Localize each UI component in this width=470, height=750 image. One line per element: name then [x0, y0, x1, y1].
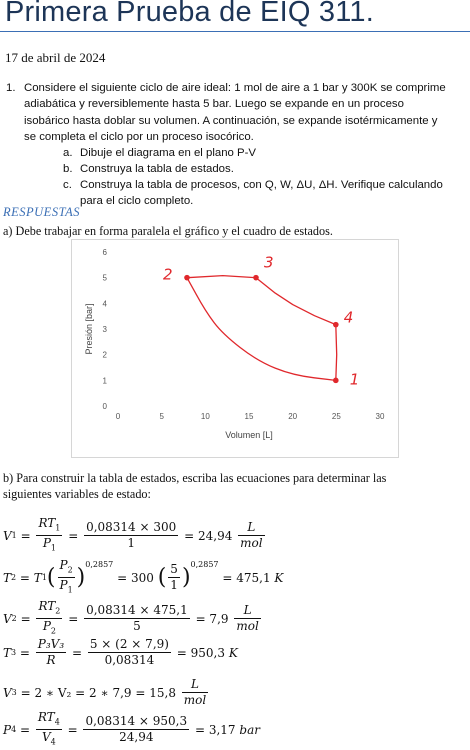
part-b-line: b) Para construir la tabla de estados, escriba las ecuaciones para determinar las: [3, 471, 387, 485]
state-point-1: [333, 378, 339, 384]
x-tick-label: 20: [288, 412, 298, 421]
equation-v2: V 2 = $\frac{RT_2}{P_2}$ = $\frac{0,08314 \times 475,1}{5}$ = 7,9 $\frac{L}{\text{mol}}$: [3, 599, 259, 636]
isochoric-line: [336, 325, 337, 381]
isobaric-line: [187, 276, 256, 278]
y-tick-label: 6: [102, 248, 107, 257]
question-line: Considere el siguiente ciclo de aire ideal: 1 mol de aire a 1 bar y 300K se comprime: [24, 82, 446, 94]
question-text: [24, 80, 464, 145]
question-item-b: b. Construya la tabla de estados.: [63, 163, 234, 175]
question-item-a: a. Dibuje el diagrama en el plano P-V: [63, 147, 257, 159]
adiabatic-line: [187, 278, 336, 381]
state-label-2: 2: [162, 265, 173, 284]
x-tick-label: 30: [375, 412, 385, 421]
y-tick-label: 0: [102, 402, 107, 411]
isothermal-line: [256, 278, 336, 325]
y-tick-label: 1: [102, 376, 107, 386]
state-label-3: 3: [263, 253, 274, 272]
question-line: adiabática y reversiblemente hasta 5 bar. Luego se expande en un proceso: [24, 98, 404, 111]
equation-t3: T 3 = $\frac{\text{P₃V₃}}{R}$ = $\frac{5 \times (2 \times 7,9)}{0,08314}$ = 950,3 K: [3, 637, 238, 667]
exam-date: 17 de abril de 2024: [5, 50, 106, 65]
part-b-text: [3, 470, 463, 502]
part-b-line: siguientes variables de estado:: [3, 487, 151, 501]
x-tick-label: 10: [200, 412, 210, 421]
y-axis-label: Presión [bar]: [84, 303, 94, 355]
y-tick-label: 5: [102, 273, 107, 283]
x-tick-label: 5: [159, 412, 164, 421]
question-1: [6, 80, 466, 146]
question-line: isobárico hasta doblar su volumen. A continuación, se expande isotérmicamente y: [24, 114, 438, 127]
equation-p4: P 4 = $\frac{RT_4}{V_4}$ = $\frac{0,08314 \times 950,3}{24,94}$ = 3,17 bar: [3, 710, 260, 747]
state-label-1: 1: [349, 370, 360, 389]
state-point-2: [184, 275, 190, 281]
x-tick-label: 25: [331, 412, 341, 421]
state-label-4: 4: [343, 308, 354, 327]
y-tick-label: 3: [102, 325, 107, 334]
x-tick-label: 15: [244, 412, 254, 421]
equation-v1: V 1 = $\frac{RT_1}{P_1}$ = $\frac{0,08314 \times 300}{1}$ = 24,94 $\frac{L}{\text{mol}}$: [3, 516, 263, 553]
question-number: 1.: [6, 82, 16, 94]
pv-chart: [71, 239, 399, 458]
equation-t2: T 2 = T 1 ( $\frac{P_2}{P_1}$ ) $^{0,2857}$ = 300 ( $\frac{5}{1}$ ) $^{0,2857}$ = 475,1 K: [3, 558, 284, 595]
pv-chart-svg: [72, 240, 398, 457]
x-tick-label: 0: [115, 412, 121, 421]
y-tick-label: 2: [102, 350, 107, 360]
equation-v3: V 3 = 2 ∗ V₂ = 2 ∗ 7,9 = 15,8 $\frac{L}{\text{mol}}$: [3, 677, 207, 707]
question-line: se completa el ciclo por un proceso isocórico.: [24, 130, 254, 143]
question-item-c: c. Construya la tabla de procesos, con Q, W, ΔU, ΔH. Verifique calculando: [63, 179, 443, 191]
state-point-3: [253, 275, 259, 281]
state-point-4: [333, 322, 339, 328]
part-a-text: a) Debe trabajar en forma paralela el gráfico y el cuadro de estados.: [3, 224, 333, 238]
page-title: Primera Prueba de EIQ 311.: [5, 0, 374, 28]
respuestas-heading: RESPUESTAS: [3, 205, 80, 219]
y-tick-label: 4: [102, 299, 107, 309]
x-axis-label: Volumen [L]: [225, 430, 273, 440]
question-item-c-cont: para el ciclo completo.: [80, 195, 194, 207]
title-rule: [0, 31, 470, 32]
